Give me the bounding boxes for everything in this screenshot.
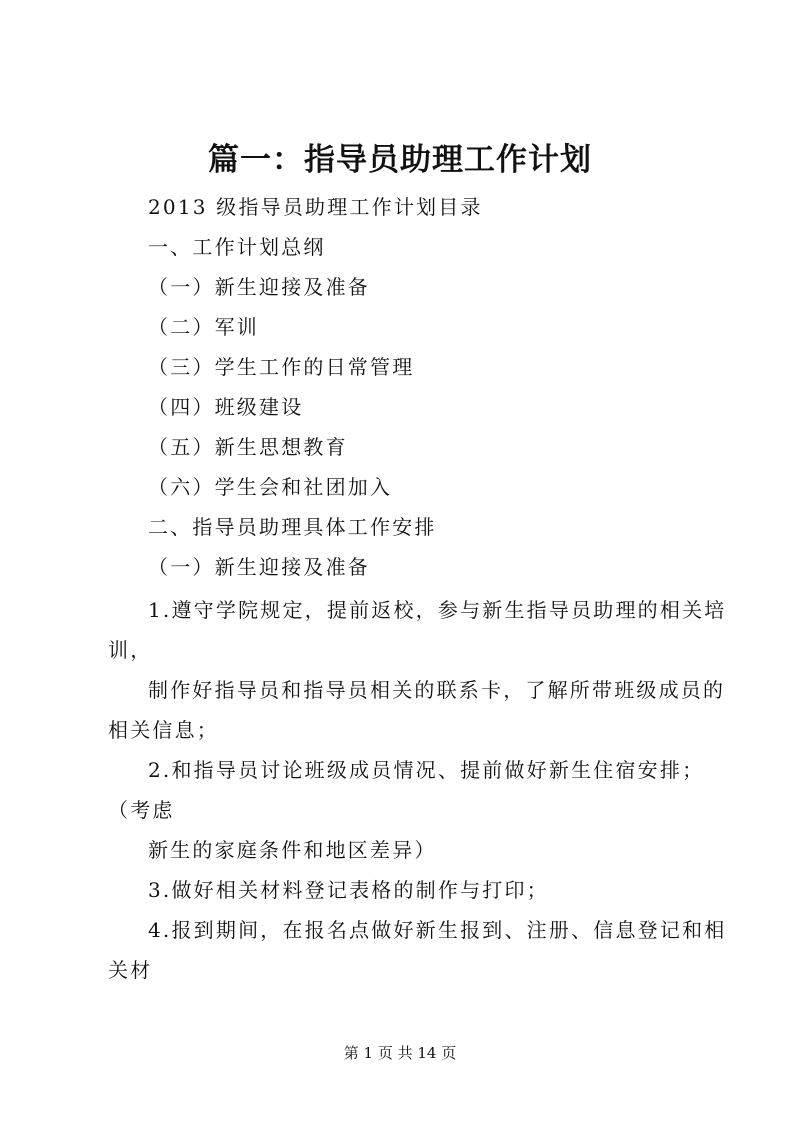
- text-line-paragraph-1: 1.遵守学院规定，提前返校，参与新生指导员助理的相关培: [148, 598, 727, 622]
- text-line-paragraph-5-cont: 关材: [108, 958, 153, 982]
- text-line-item-1-2: （二）军训: [148, 315, 259, 339]
- page-title: 篇一：指导员助理工作计划: [208, 142, 592, 178]
- text-line-section-1: 一、工作计划总纲: [148, 235, 326, 259]
- text-line-toc-heading: 2013 级指导员助理工作计划目录: [148, 195, 483, 219]
- text-line-paragraph-1-cont: 训，: [108, 638, 153, 662]
- text-line-item-1-4: （四）班级建设: [148, 395, 304, 419]
- text-line-paragraph-2-cont: 相关信息；: [108, 718, 219, 742]
- text-line-item-2-1: （一）新生迎接及准备: [148, 555, 370, 579]
- page-footer: 第 1 页 共 14 页: [343, 1044, 457, 1062]
- text-line-item-1-6: （六）学生会和社团加入: [148, 475, 393, 499]
- text-line-paragraph-5: 4.报到期间，在报名点做好新生报到、注册、信息登记和相: [148, 918, 727, 942]
- text-line-paragraph-3-cont: （考虑: [108, 798, 175, 822]
- text-line-paragraph-4: 3.做好相关材料登记表格的制作与打印；: [148, 878, 549, 902]
- text-line-paragraph-3-note: 新生的家庭条件和地区差异）: [148, 838, 437, 862]
- text-line-item-1-1: （一）新生迎接及准备: [148, 275, 370, 299]
- text-line-item-1-3: （三）学生工作的日常管理: [148, 355, 415, 379]
- text-line-paragraph-3: 2.和指导员讨论班级成员情况、提前做好新生住宿安排；: [148, 758, 705, 782]
- text-line-paragraph-2: 制作好指导员和指导员相关的联系卡，了解所带班级成员的: [148, 678, 726, 702]
- text-line-section-2: 二、指导员助理具体工作安排: [148, 515, 437, 539]
- text-line-item-1-5: （五）新生思想教育: [148, 435, 348, 459]
